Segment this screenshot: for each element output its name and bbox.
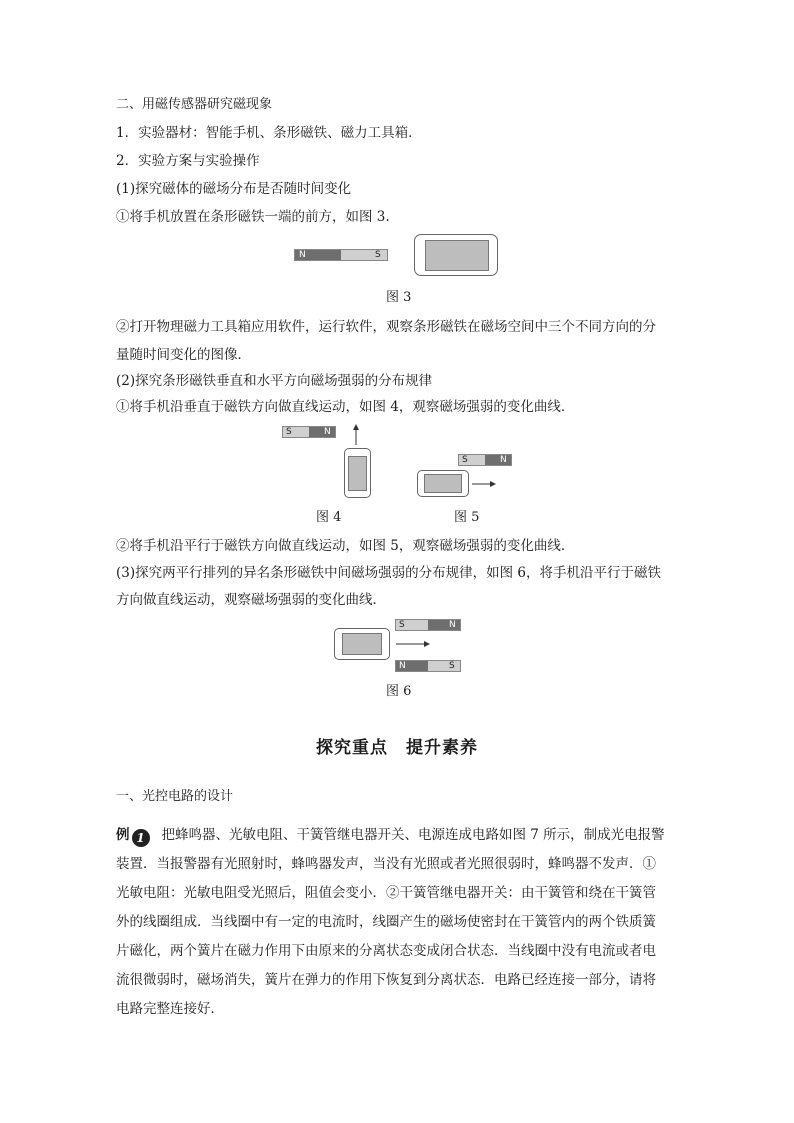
magnet-s-label: S [399, 620, 405, 630]
sub-heading-1: (1)探究磁体的磁场分布是否随时间变化 [116, 181, 352, 197]
sub3-line1: (3)探究两平行排列的异名条形磁铁中间磁场强弱的分布规律，如图 6，将手机沿平行于磁铁 [116, 565, 662, 581]
bar-magnet [294, 249, 388, 261]
example-line-1 [116, 826, 665, 847]
figure-3-caption: 图 3 [386, 290, 412, 305]
example-label: 例 [116, 827, 130, 843]
smartphone [414, 234, 498, 276]
phone-screen [348, 456, 367, 491]
sub2-step1: ①将手机沿垂直于磁铁方向做直线运动，如图 4，观察磁场强弱的变化曲线． [116, 399, 575, 415]
smartphone [344, 448, 371, 498]
sub1-step1: ①将手机放置在条形磁铁一端的前方，如图 3. [116, 209, 390, 225]
example-text-line2: 装置．当报警器有光照射时，蜂鸣器发声，当没有光照或者光照很弱时，蜂鸣器不发声．① [116, 856, 656, 872]
example-text-line7: 电路完整连接好． [116, 1001, 224, 1017]
section-title: 探究重点 提升素养 [316, 738, 478, 758]
phone-screen [425, 240, 489, 271]
arrow-up-icon [351, 424, 361, 446]
bar-magnet [282, 426, 336, 438]
magnet-n-label: N [324, 427, 331, 437]
magnet-n-label: N [399, 661, 406, 671]
bar-magnet-bottom [395, 660, 461, 672]
example-text-line1: 把蜂鸣器、光敏电阻、干簧管继电器开关、电源连成电路如图 7 所示，制成光电报警 [161, 827, 665, 843]
example-text-line6: 流很微弱时，磁场消失，簧片在弹力的作用下恢复到分离状态．电路已经连接一部分，请将 [116, 972, 656, 988]
magnet-n-label: N [449, 620, 456, 630]
example-number-badge: 1 [132, 829, 150, 847]
sub1-step2-line1: ②打开物理磁力工具箱应用软件，运行软件，观察条形磁铁在磁场空间中三个不同方向的分 [116, 319, 656, 335]
bar-magnet [458, 454, 512, 466]
figure-5-caption: 图 5 [454, 510, 480, 525]
magnet-n-label: N [500, 455, 507, 465]
example-text-line4: 外的线圈组成．当线圈中有一定的电流时，线圈产生的磁场使密封在干簧管内的两个铁质簧 [116, 914, 656, 930]
magnet-s-label: S [449, 661, 455, 671]
example-text-line3: 光敏电阻：光敏电阻受光照后，阻值会变小．②干簧管继电器开关：由干簧管和绕在干簧管 [116, 885, 656, 901]
sub2-step2: ②将手机沿平行于磁铁方向做直线运动，如图 5，观察磁场强弱的变化曲线． [116, 538, 575, 554]
arrow-right-icon [396, 639, 430, 649]
example-text-line5: 片磁化，两个簧片在磁力作用下由原来的分离状态变成闭合状态．当线圈中没有电流或者电 [116, 943, 656, 959]
sub1-step2-line2: 量随时间变化的图像． [116, 347, 251, 363]
sub3-line2: 方向做直线运动，观察磁场强弱的变化曲线． [116, 592, 386, 608]
sub-heading-2: (2)探究条形磁铁垂直和水平方向磁场强弱的分布规律 [116, 373, 433, 389]
figure-4-caption: 图 4 [316, 510, 342, 525]
magnet-n-label: N [299, 250, 306, 260]
item-equipment: 1．实验器材：智能手机、条形磁铁、磁力工具箱． [116, 125, 422, 141]
smartphone [417, 470, 469, 497]
phone-screen [424, 474, 462, 493]
section-heading-light-control: 一、光控电路的设计 [116, 789, 234, 804]
magnet-s-label: S [375, 250, 381, 260]
item-plan: 2．实验方案与实验操作 [116, 153, 260, 169]
figure-6-caption: 图 6 [386, 684, 412, 699]
phone-screen [342, 633, 382, 655]
magnet-s-label: S [286, 427, 292, 437]
smartphone [334, 628, 390, 660]
section-heading-magnetic: 二、用磁传感器研究磁现象 [116, 97, 273, 112]
magnet-s-label: S [462, 455, 468, 465]
arrow-right-icon [472, 479, 496, 489]
bar-magnet-top [395, 619, 461, 631]
